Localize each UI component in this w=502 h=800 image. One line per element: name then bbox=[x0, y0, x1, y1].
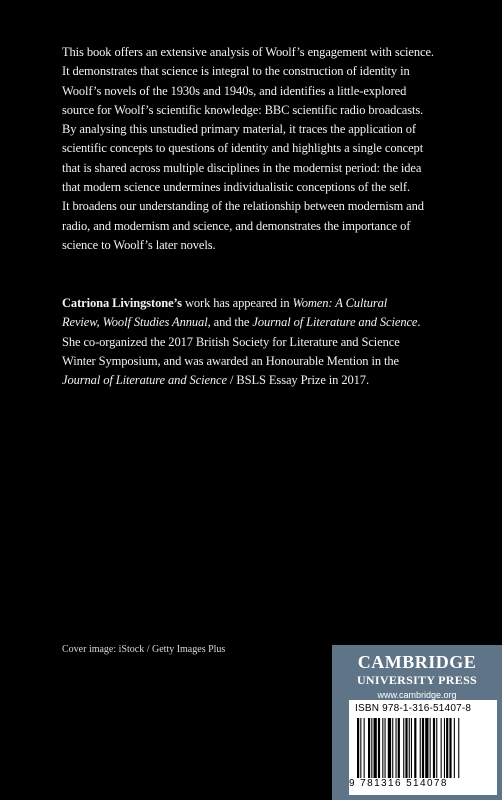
book-description bbox=[62, 43, 464, 255]
cover-image-credit: Cover image: iStock / Getty Images Plus bbox=[62, 644, 226, 655]
isbn-label: ISBN 978-1-316-51407-8 bbox=[355, 703, 472, 714]
blurb-line: scientific concepts to questions of identity and highlights a single concept bbox=[62, 141, 424, 156]
journal-title: Review, Woolf Studies Annual bbox=[62, 315, 208, 330]
bio-text: / BSLS Essay Prize in 2017. bbox=[226, 373, 369, 388]
publisher-logo-subtitle: UNIVERSITY PRESS bbox=[356, 673, 478, 687]
bio-text: , and the bbox=[207, 315, 253, 330]
author-bio bbox=[62, 294, 464, 390]
isbn-barcode bbox=[349, 700, 497, 795]
publisher-url: www.cambridge.org bbox=[377, 690, 457, 700]
blurb-line: It demonstrates that science is integral to the construction of identity in bbox=[62, 64, 410, 79]
journal-title: Journal of Literature and Science bbox=[252, 315, 418, 330]
blurb-line: science to Woolf’s later novels. bbox=[62, 237, 216, 252]
journal-title: Journal of Literature and Science bbox=[62, 373, 227, 388]
author-name: Catriona Livingstone’s bbox=[62, 296, 182, 310]
blurb-line: It broadens our understanding of the relationship between modernism and bbox=[62, 199, 424, 214]
bio-text: . bbox=[417, 315, 421, 330]
barcode-icon bbox=[357, 718, 489, 778]
blurb-line: radio, and modernism and science, and demonstrates the importance of bbox=[62, 218, 411, 233]
bio-text: She co-organized the 2017 British Society for Literature and Science bbox=[62, 334, 400, 349]
blurb-line: that modern science undermines individualistic conceptions of the self. bbox=[62, 180, 411, 195]
blurb-line: By analysing this unstudied primary material, it traces the application of bbox=[62, 122, 416, 137]
journal-title: Women: A Cultural bbox=[292, 296, 388, 310]
blurb-line: source for Woolf’s scientific knowledge: BBC scientific radio broadcasts. bbox=[62, 102, 424, 117]
barcode-digits: 9 781316 514078 bbox=[349, 778, 448, 789]
bio-text: Winter Symposium, and was awarded an Honourable Mention in the bbox=[62, 353, 399, 368]
publisher-logo-name: CAMBRIDGE bbox=[357, 652, 477, 672]
blurb-line: Woolf’s novels of the 1930s and 1940s, and identifies a little-explored bbox=[62, 83, 407, 98]
bio-text: work has appeared in bbox=[181, 296, 293, 310]
blurb-line: This book offers an extensive analysis of Woolf’s engagement with science. bbox=[62, 45, 434, 59]
blurb-line: that is shared across multiple disciplines in the modernist period: the idea bbox=[62, 160, 422, 175]
